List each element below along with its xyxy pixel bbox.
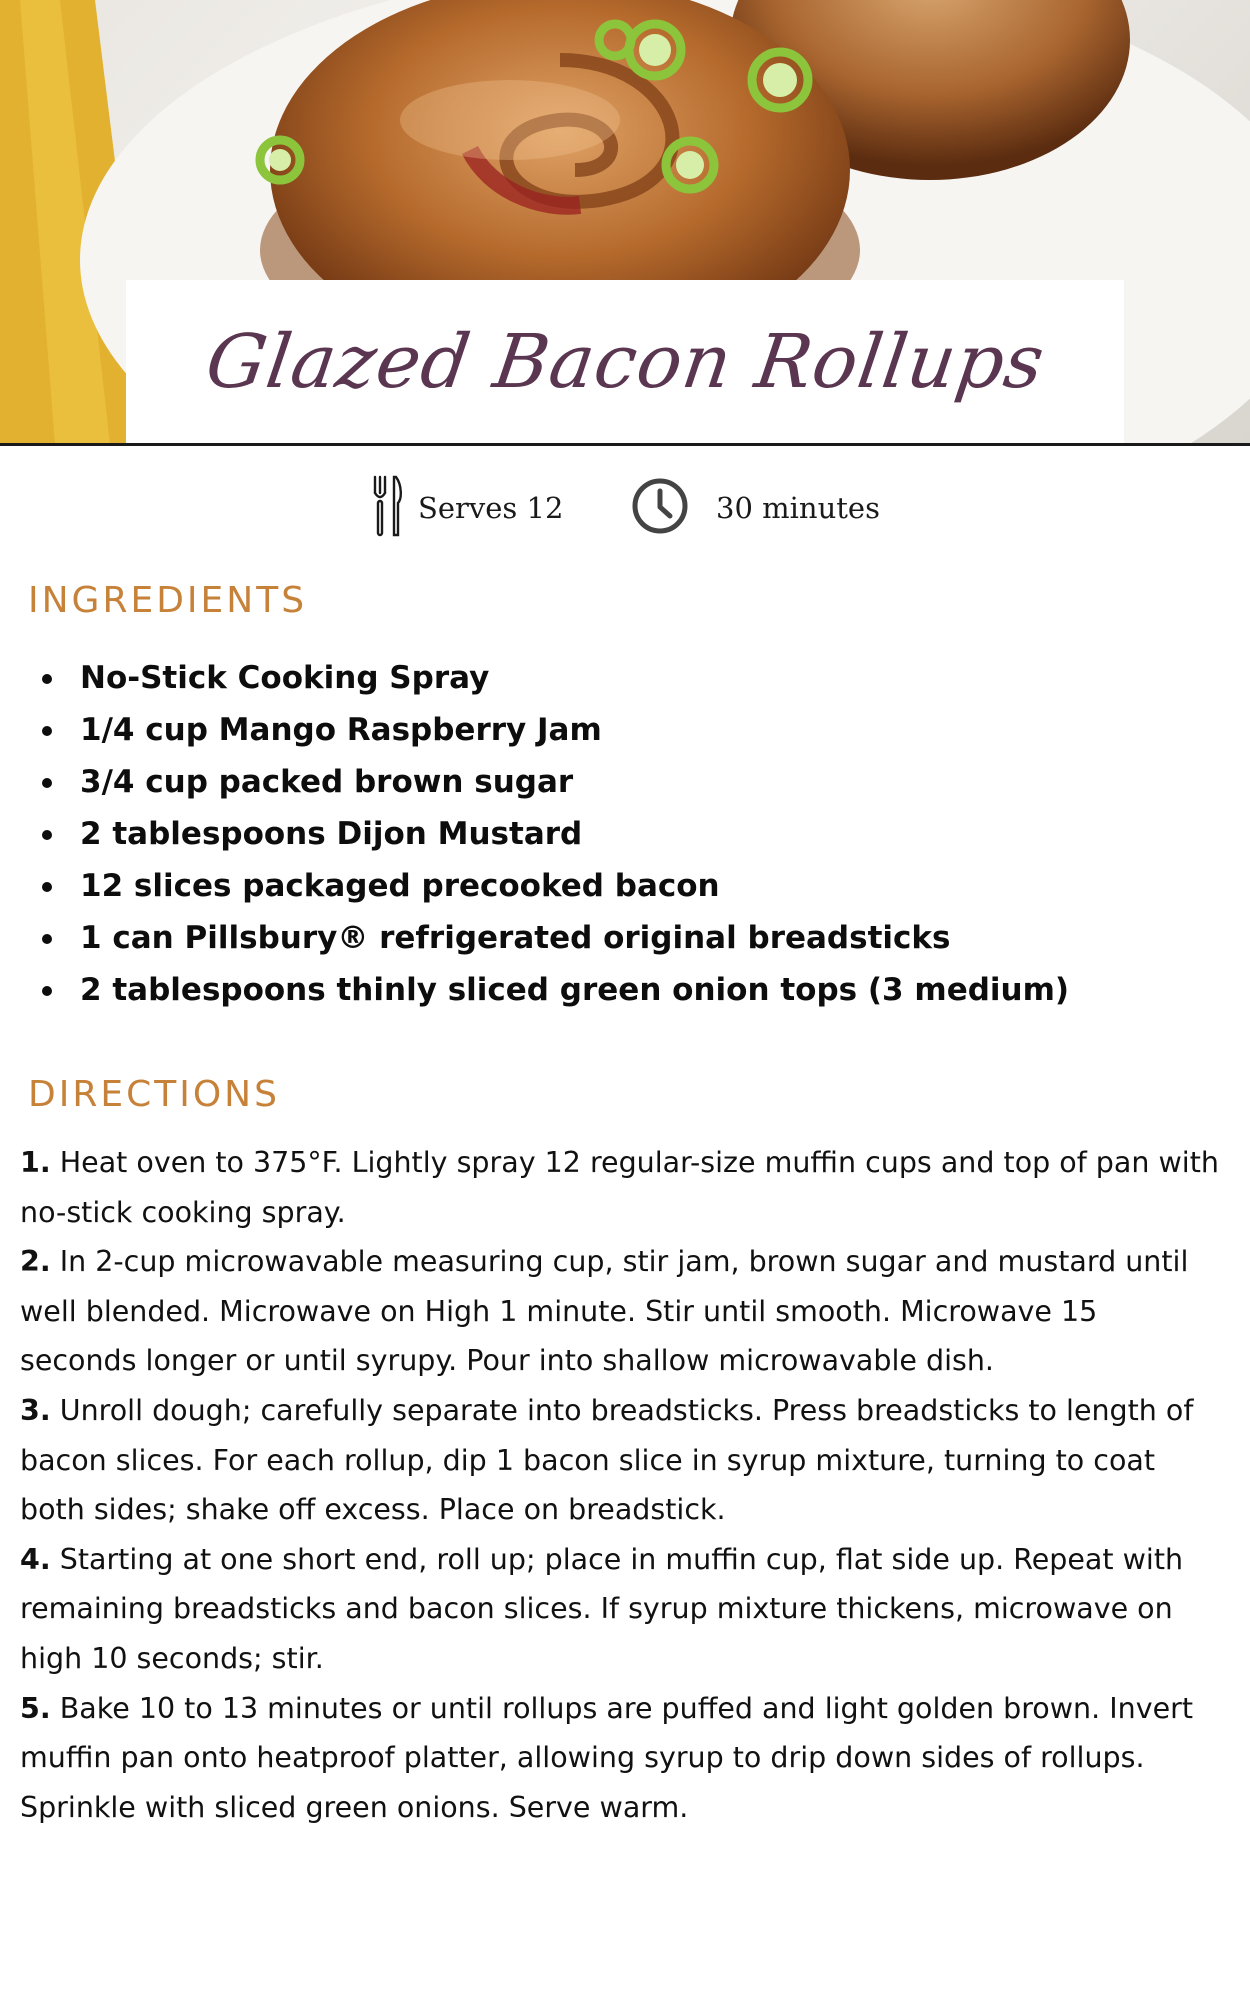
hero-divider (0, 443, 1250, 446)
ingredient-item (36, 860, 1216, 912)
bullet-icon (42, 674, 52, 684)
recipe-title: Glazed Bacon Rollups (200, 319, 1050, 405)
step-number: 4. (20, 1542, 51, 1576)
bullet-icon (42, 882, 52, 892)
time-info (630, 468, 880, 548)
ingredient-item (36, 704, 1216, 756)
ingredients-heading: INGREDIENTS (28, 580, 308, 621)
direction-step (20, 1237, 1220, 1386)
direction-step (20, 1684, 1220, 1833)
serves-text: Serves 12 (418, 491, 564, 525)
direction-step (20, 1535, 1220, 1684)
step-text: Starting at one short end, roll up; place in muffin cup, flat side up. Repeat with remaining breadsticks and bacon slices. If syrup mixture thickens, microwave on high 10 seconds; stir. (20, 1542, 1184, 1675)
bullet-icon (42, 830, 52, 840)
bullet-icon (42, 934, 52, 944)
step-number: 2. (20, 1245, 51, 1279)
ingredients-list (36, 652, 1216, 1016)
ingredient-text: 1 can Pillsbury® refrigerated original breadsticks (80, 920, 951, 956)
fork-knife-icon (372, 473, 404, 543)
bullet-icon (42, 778, 52, 788)
step-number: 5. (20, 1691, 51, 1725)
step-text: In 2-cup microwavable measuring cup, stir jam, brown sugar and mustard until well blended. Microwave on High 1 minute. Stir until smooth. Microwave 15 seconds longer or until syrupy. Pour into shallow microwavable dish. (20, 1245, 1189, 1378)
ingredient-item (36, 808, 1216, 860)
bullet-icon (42, 726, 52, 736)
ingredient-text: 12 slices packaged precooked bacon (80, 868, 720, 904)
time-text: 30 minutes (716, 491, 880, 525)
ingredient-text: 2 tablespoons Dijon Mustard (80, 816, 583, 852)
title-box (126, 280, 1124, 444)
bullet-icon (42, 986, 52, 996)
step-number: 1. (20, 1146, 51, 1179)
step-text: Unroll dough; carefully separate into breadsticks. Press breadsticks to length of bacon slices. For each rollup, dip 1 bacon slice in syrup mixture, turning to coat both sides; shake off excess. Place on breadstick. (20, 1393, 1194, 1527)
clock-icon (630, 476, 690, 540)
ingredient-item (36, 756, 1216, 808)
direction-step (20, 1386, 1220, 1535)
step-number: 3. (20, 1393, 51, 1427)
ingredient-text: No-Stick Cooking Spray (80, 660, 490, 696)
ingredient-item (36, 964, 1216, 1016)
serves-info (372, 468, 563, 548)
ingredient-item (36, 652, 1216, 704)
directions-heading: DIRECTIONS (28, 1074, 280, 1115)
hero-photo (0, 0, 1250, 444)
ingredient-item (36, 912, 1216, 964)
ingredient-text: 3/4 cup packed brown sugar (80, 764, 574, 800)
step-text: Heat oven to 375°F. Lightly spray 12 regular-size muffin cups and top of pan with no-stick cooking spray. (20, 1146, 1219, 1229)
recipe-meta (0, 468, 1250, 548)
ingredient-text: 1/4 cup Mango Raspberry Jam (80, 712, 602, 748)
ingredient-text: 2 tablespoons thinly sliced green onion tops (3 medium) (80, 972, 1070, 1008)
directions-list (20, 1138, 1220, 1832)
direction-step (20, 1138, 1220, 1237)
step-text: Bake 10 to 13 minutes or until rollups are puffed and light golden brown. Invert muffin pan onto heatproof platter, allowing syrup to drip down sides of rollups. Sprinkle with sliced green onions. Serve warm. (20, 1691, 1193, 1824)
